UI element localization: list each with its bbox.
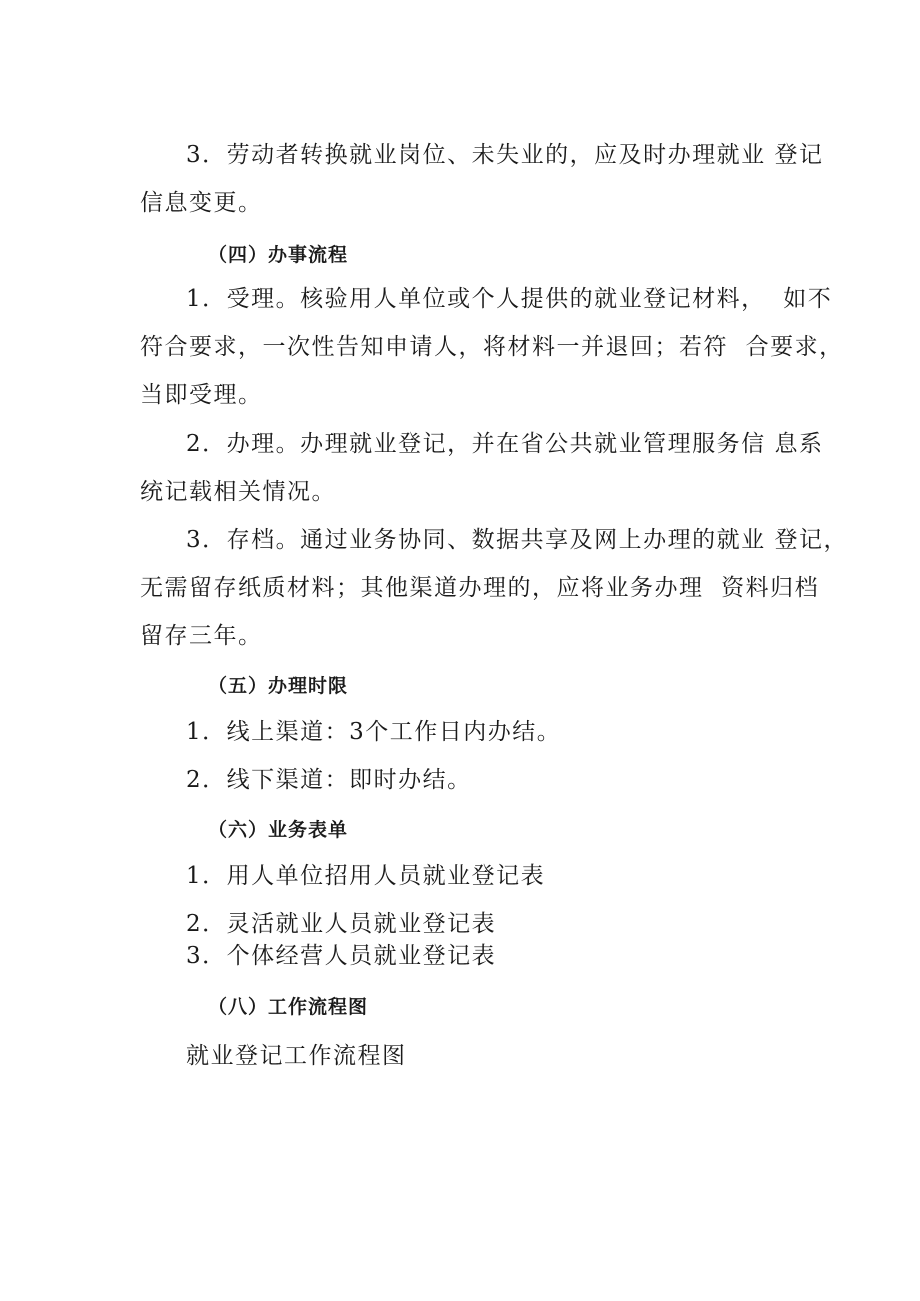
section-heading: （五）办理时限 — [208, 675, 349, 697]
section-heading: （六）业务表单 — [208, 819, 349, 841]
paragraph-line: 2．办理。办理就业登记，并在省公共就业管理服务信 息系 — [186, 431, 824, 457]
paragraph-line: 留存三年。 — [140, 623, 263, 649]
section-heading: （四）办事流程 — [208, 244, 349, 266]
paragraph-line: 3．劳动者转换就业岗位、未失业的，应及时办理就业 登记 — [186, 142, 824, 168]
paragraph-line: 符合要求，一次性告知申请人，将材料一并退回；若符 合要求， — [140, 334, 844, 360]
paragraph-line: 统记载相关情况。 — [140, 479, 336, 505]
paragraph-line: 1．受理。核验用人单位或个人提供的就业登记材料， 如不 — [186, 286, 833, 312]
paragraph-line: 无需留存纸质材料；其他渠道办理的，应将业务办理 资料归档 — [140, 575, 820, 601]
flowchart-title: 就业登记工作流程图 — [186, 1043, 407, 1069]
paragraph-line: 当即受理。 — [140, 382, 263, 408]
list-item: 2．灵活就业人员就业登记表 — [186, 911, 497, 937]
list-item: 3．个体经营人员就业登记表 — [186, 943, 497, 969]
paragraph-line: 信息变更。 — [140, 190, 263, 216]
list-item: 2．线下渠道：即时办结。 — [186, 767, 472, 793]
list-item: 1．线上渠道：3个工作日内办结。 — [186, 719, 562, 745]
list-item: 1．用人单位招用人员就业登记表 — [186, 863, 546, 889]
paragraph-line: 3．存档。通过业务协同、数据共享及网上办理的就业 登记， — [186, 527, 848, 553]
section-heading: （八）工作流程图 — [208, 996, 369, 1018]
